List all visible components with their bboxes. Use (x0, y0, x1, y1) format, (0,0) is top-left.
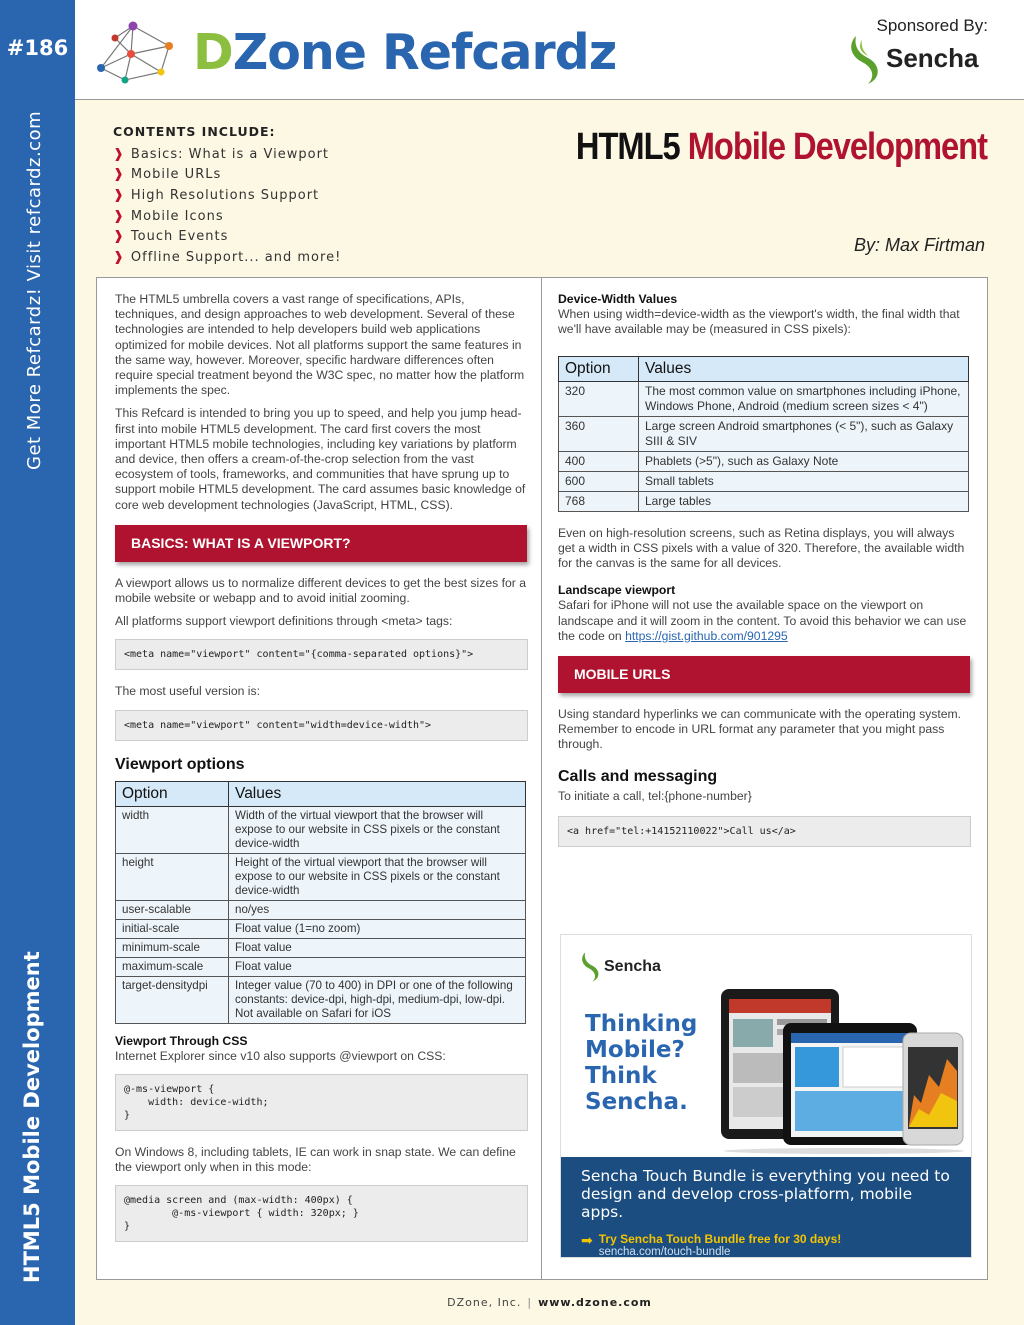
sencha-leaf-icon (579, 951, 601, 983)
sponsor-label: Sponsored By: (876, 16, 988, 35)
code-block: @media screen and (max-width: 400px) { @-ms-viewport { width: 320px; } } (115, 1185, 528, 1242)
contents-item[interactable]: ❱ Mobile URLs (113, 167, 222, 183)
table-row: maximum-scale Float value (116, 957, 526, 976)
bullet-icon: ❱ (113, 146, 125, 162)
table-row: 400 Phablets (>5"), such as Galaxy Note (559, 451, 969, 471)
css-paragraph: Internet Explorer since v10 also supports @viewport on CSS: (115, 1048, 446, 1063)
arrow-right-icon: ➡ (581, 1232, 593, 1248)
viewport-paragraph: All platforms support viewport definitions through <meta> tags: (115, 614, 453, 629)
table-row: initial-scale Float value (1=no zoom) (116, 919, 526, 938)
table-row: 360 Large screen Android smartphones (< 5"), such as Galaxy SIII & SIV (559, 416, 969, 451)
code-block: @-ms-viewport { width: device-width; } (115, 1074, 528, 1131)
contents-list (113, 124, 341, 268)
contents-item[interactable]: ❱ Basics: What is a Viewport (113, 146, 330, 162)
intro-paragraph: This Refcard is intended to bring you up to speed, and help you jump head-first into mobile HTML5 development. The card first covers the most important HTML5 mobile technologies, including key variations by platform and device, then offers a cream-of-the-crop selection from the vast ecosystem of tools, frameworks, and communities that have sprung up to support mobile HTML5 development. The card assumes basic knowledge of core web development technologies (JavaScript, HTML, CSS). (115, 406, 526, 512)
landscape-paragraph: Safari for iPhone will not use the available space on the viewport on landscape and it will zoom in the content. To avoid this behavior we can use the code on https://gist.github.com/901295 (558, 598, 967, 643)
footer: DZone, Inc. | www.dzone.com (447, 1296, 652, 1309)
contents-item[interactable]: ❱ Touch Events (113, 229, 229, 245)
ad-sencha-logo: Sencha (579, 951, 661, 983)
ad-cta[interactable] (581, 1233, 953, 1258)
calls-paragraph: To initiate a call, tel:{phone-number} (558, 788, 752, 803)
table-row: 600 Small tablets (559, 471, 969, 491)
code-block: <meta name="viewport" content="width=device-width"> (115, 710, 528, 741)
ad-cta-url[interactable]: sencha.com/touch-bundle (598, 1246, 731, 1258)
sencha-ad[interactable] (560, 934, 972, 1258)
contents-item[interactable]: ❱ Offline Support... and more! (113, 249, 342, 265)
table-row: user-scalable no/yes (116, 900, 526, 919)
visit-refcardz-link[interactable]: Get More Refcardz! Visit refcardz.com (24, 110, 45, 470)
dzone-refcardz-logo[interactable]: DZone Refcardz (193, 24, 617, 81)
sencha-sponsor-logo[interactable]: Sencha (846, 34, 984, 86)
table-header-row (116, 781, 526, 806)
contents-title: CONTENTS INCLUDE: (113, 124, 276, 139)
contents-item[interactable]: ❱ Mobile Icons (113, 208, 224, 224)
table-header: Option (559, 356, 639, 381)
device-width-heading: Device-Width Values (558, 292, 678, 306)
intro-paragraph: The HTML5 umbrella covers a vast range of specifications, APIs, techniques, and design approaches to web development. Several of these technologies are intended to help developers build web applications optimized for mobile devices. Not all platforms support the same features in the same way, however. Moreover, specific hardware differences often require special treatment beyond the W3C spec, no matter how the platform implements the spec. (115, 292, 525, 398)
bullet-icon: ❱ (113, 187, 125, 203)
footer-site-link[interactable]: www.dzone.com (538, 1296, 652, 1309)
code-block: <a href="tel:+14152110022">Call us</a> (558, 816, 971, 847)
sidebar-title: HTML5 Mobile Development (20, 951, 44, 1283)
section-banner-viewport: BASICS: WHAT IS A VIEWPORT? (115, 525, 527, 562)
landscape-heading: Landscape viewport (558, 583, 676, 598)
device-width-paragraph: When using width=device-width as the viewport's width, the final width that we'll have available may be (measured in CSS pixels): (558, 307, 960, 337)
author-byline: By: Max Firtman (853, 235, 985, 255)
contents-item[interactable]: ❱ High Resolutions Support (113, 187, 320, 203)
ad-cta-text[interactable]: Try Sencha Touch Bundle free for 30 days! (598, 1232, 842, 1246)
right-column (558, 292, 971, 861)
table-row: height Height of the virtual viewport that the browser will expose to our website in CSS pixels or the constant device-width (116, 853, 526, 900)
section-banner-mobile-urls: MOBILE URLS (558, 656, 970, 693)
code-block: <meta name="viewport" content="{comma-separated options}"> (115, 639, 528, 670)
calls-heading: Calls and messaging (558, 767, 718, 785)
bullet-icon: ❱ (113, 208, 125, 224)
table-header: Values (639, 356, 969, 381)
bullet-icon: ❱ (113, 229, 125, 245)
sidebar (0, 0, 75, 1325)
column-divider (541, 277, 542, 1280)
viewport-paragraph: The most useful version is: (115, 684, 260, 699)
page-title: HTML5 Mobile Development (575, 126, 987, 168)
bullet-icon: ❱ (113, 249, 125, 265)
windows-paragraph: On Windows 8, including tablets, IE can work in snap state. We can define the viewport only when in this mode: (115, 1145, 516, 1175)
issue-number: #186 (6, 36, 69, 60)
table-row: 768 Large tables (559, 491, 969, 511)
ad-tagline: Sencha Touch Bundle is everything you need to design and develop cross-platform, mobile apps. (581, 1167, 950, 1221)
table-row: 320 The most common value on smartphones including iPhone, Windows Phone, Android (medium screen sizes < 4") (559, 381, 969, 416)
table-row: target-densitydpi Integer value (70 to 400) in DPI or one of the following constants: device-dpi, high-dpi, medium-dpi, low-dpi. Not available on Safari for iOS (116, 976, 526, 1023)
header (75, 0, 1024, 100)
bullet-icon: ❱ (113, 167, 125, 183)
network-graph-icon (95, 20, 175, 84)
gist-link[interactable]: https://gist.github.com/901295 (625, 628, 788, 643)
devices-image (719, 975, 969, 1155)
table-header: Values (229, 781, 526, 806)
viewport-paragraph: A viewport allows us to normalize different devices to get the best sizes for a mobile website or webapp and to avoid initial zooming. (115, 575, 526, 606)
retina-paragraph: Even on high-resolution screens, such as Retina displays, you will always get a width in CSS pixels with a value of 320. Therefore, the available width for the canvas is the same for all devices. (558, 525, 965, 571)
css-subheading: Viewport Through CSS (115, 1033, 248, 1048)
table-row: width Width of the virtual viewport that the browser will expose to our website in CSS pixels or the constant device-width (116, 806, 526, 853)
table-header-row (559, 356, 969, 381)
ad-bottom-panel (561, 1157, 972, 1258)
sencha-leaf-icon (846, 34, 882, 86)
ad-headline: Thinking Mobile? Think Sencha. (585, 1011, 698, 1115)
viewport-options-heading: Viewport options (115, 755, 245, 773)
table-header: Option (116, 781, 229, 806)
left-column (115, 292, 528, 1256)
device-width-table (558, 356, 969, 512)
urls-paragraph: Using standard hyperlinks we can communicate with the operating system. Remember to encode in URL format any parameter that you might pass through. (558, 707, 962, 752)
main-content (96, 277, 988, 1280)
table-row: minimum-scale Float value (116, 938, 526, 957)
viewport-options-table (115, 781, 526, 1024)
